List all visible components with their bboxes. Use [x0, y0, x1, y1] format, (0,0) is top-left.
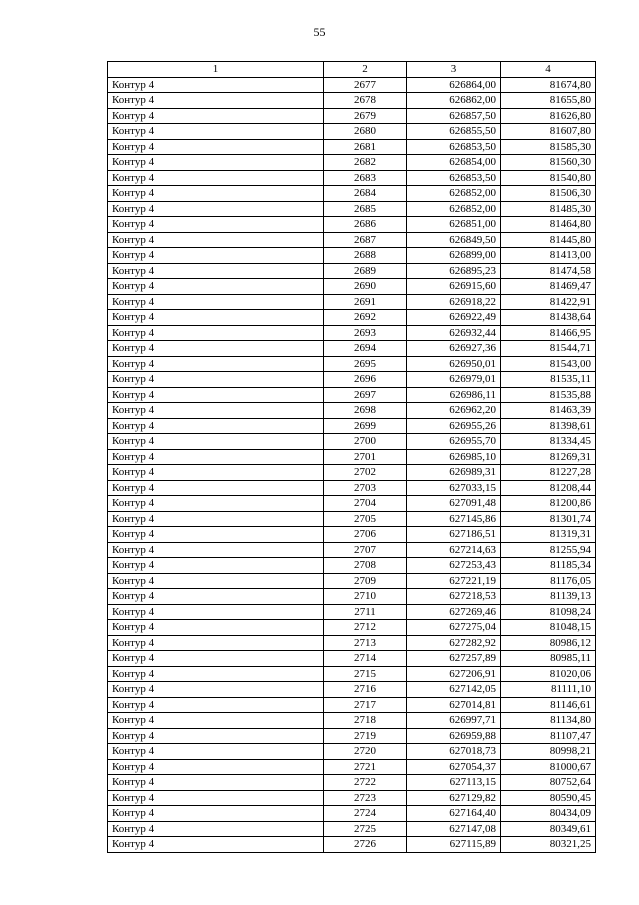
table-row: [108, 821, 596, 837]
contour-name-cell: Контур 4: [108, 682, 324, 698]
page-number: 55: [313, 25, 326, 39]
point-number-cell: 2695: [324, 356, 407, 372]
x-coordinate-cell: 626979,01: [407, 372, 501, 388]
table-row: [108, 682, 596, 698]
table-row: [108, 124, 596, 140]
x-coordinate-cell: 627282,92: [407, 635, 501, 651]
table-row: [108, 728, 596, 744]
y-coordinate-cell: 81413,00: [501, 248, 596, 264]
contour-name-cell: Контур 4: [108, 775, 324, 791]
y-coordinate-cell: 81319,31: [501, 527, 596, 543]
y-coordinate-cell: 81098,24: [501, 604, 596, 620]
point-number-cell: 2715: [324, 666, 407, 682]
point-number-cell: 2681: [324, 139, 407, 155]
point-number-cell: 2682: [324, 155, 407, 171]
y-coordinate-cell: 81544,71: [501, 341, 596, 357]
table-row: [108, 108, 596, 124]
x-coordinate-cell: 626932,44: [407, 325, 501, 341]
x-coordinate-cell: 626864,00: [407, 77, 501, 93]
table-row: [108, 713, 596, 729]
point-number-cell: 2721: [324, 759, 407, 775]
point-number-cell: 2706: [324, 527, 407, 543]
x-coordinate-cell: 627214,63: [407, 542, 501, 558]
x-coordinate-cell: 627186,51: [407, 527, 501, 543]
y-coordinate-cell: 81422,91: [501, 294, 596, 310]
column-header-3: 3: [407, 62, 501, 78]
y-coordinate-cell: 81485,30: [501, 201, 596, 217]
table-row: [108, 356, 596, 372]
contour-name-cell: Контур 4: [108, 139, 324, 155]
contour-name-cell: Контур 4: [108, 387, 324, 403]
point-number-cell: 2677: [324, 77, 407, 93]
contour-name-cell: Контур 4: [108, 372, 324, 388]
contour-name-cell: Контур 4: [108, 744, 324, 760]
point-number-cell: 2697: [324, 387, 407, 403]
table-row: [108, 837, 596, 853]
contour-name-cell: Контур 4: [108, 651, 324, 667]
point-number-cell: 2691: [324, 294, 407, 310]
y-coordinate-cell: 81139,13: [501, 589, 596, 605]
contour-name-cell: Контур 4: [108, 759, 324, 775]
x-coordinate-cell: 626918,22: [407, 294, 501, 310]
y-coordinate-cell: 81607,80: [501, 124, 596, 140]
contour-name-cell: Контур 4: [108, 186, 324, 202]
y-coordinate-cell: 80998,21: [501, 744, 596, 760]
x-coordinate-cell: 626854,00: [407, 155, 501, 171]
y-coordinate-cell: 81146,61: [501, 697, 596, 713]
point-number-cell: 2702: [324, 465, 407, 481]
table-row: [108, 418, 596, 434]
point-number-cell: 2696: [324, 372, 407, 388]
contour-name-cell: Контур 4: [108, 418, 324, 434]
contour-name-cell: Контур 4: [108, 449, 324, 465]
x-coordinate-cell: 626927,36: [407, 341, 501, 357]
table-row: [108, 279, 596, 295]
x-coordinate-cell: 627257,89: [407, 651, 501, 667]
point-number-cell: 2684: [324, 186, 407, 202]
x-coordinate-cell: 627269,46: [407, 604, 501, 620]
y-coordinate-cell: 81540,80: [501, 170, 596, 186]
x-coordinate-cell: 626852,00: [407, 186, 501, 202]
x-coordinate-cell: 627218,53: [407, 589, 501, 605]
contour-name-cell: Контур 4: [108, 837, 324, 853]
y-coordinate-cell: 80321,25: [501, 837, 596, 853]
y-coordinate-cell: 81000,67: [501, 759, 596, 775]
x-coordinate-cell: 626851,00: [407, 217, 501, 233]
y-coordinate-cell: 81535,11: [501, 372, 596, 388]
contour-name-cell: Контур 4: [108, 728, 324, 744]
x-coordinate-cell: 626862,00: [407, 93, 501, 109]
table-row: [108, 666, 596, 682]
table-row: [108, 496, 596, 512]
table-body: [108, 77, 596, 852]
point-number-cell: 2705: [324, 511, 407, 527]
point-number-cell: 2725: [324, 821, 407, 837]
contour-name-cell: Контур 4: [108, 697, 324, 713]
table-row: [108, 759, 596, 775]
x-coordinate-cell: 626989,31: [407, 465, 501, 481]
x-coordinate-cell: 626853,50: [407, 170, 501, 186]
x-coordinate-cell: 627147,08: [407, 821, 501, 837]
contour-name-cell: Контур 4: [108, 604, 324, 620]
contour-name-cell: Контур 4: [108, 666, 324, 682]
table-row: [108, 201, 596, 217]
x-coordinate-cell: 627206,91: [407, 666, 501, 682]
x-coordinate-cell: 627113,15: [407, 775, 501, 791]
x-coordinate-cell: 626899,00: [407, 248, 501, 264]
point-number-cell: 2720: [324, 744, 407, 760]
y-coordinate-cell: 80434,09: [501, 806, 596, 822]
x-coordinate-cell: 626959,88: [407, 728, 501, 744]
point-number-cell: 2683: [324, 170, 407, 186]
contour-name-cell: Контур 4: [108, 790, 324, 806]
x-coordinate-cell: 627145,86: [407, 511, 501, 527]
point-number-cell: 2718: [324, 713, 407, 729]
contour-name-cell: Контур 4: [108, 527, 324, 543]
point-number-cell: 2685: [324, 201, 407, 217]
contour-name-cell: Контур 4: [108, 93, 324, 109]
y-coordinate-cell: 81185,34: [501, 558, 596, 574]
contour-name-cell: Контур 4: [108, 170, 324, 186]
contour-name-cell: Контур 4: [108, 201, 324, 217]
y-coordinate-cell: 80752,64: [501, 775, 596, 791]
point-number-cell: 2714: [324, 651, 407, 667]
y-coordinate-cell: 81585,30: [501, 139, 596, 155]
contour-name-cell: Контур 4: [108, 124, 324, 140]
contour-name-cell: Контур 4: [108, 263, 324, 279]
y-coordinate-cell: 81469,47: [501, 279, 596, 295]
contour-name-cell: Контур 4: [108, 480, 324, 496]
x-coordinate-cell: 627091,48: [407, 496, 501, 512]
table-row: [108, 310, 596, 326]
contour-name-cell: Контур 4: [108, 821, 324, 837]
contour-name-cell: Контур 4: [108, 713, 324, 729]
contour-name-cell: Контур 4: [108, 77, 324, 93]
column-header-1: 1: [108, 62, 324, 78]
table-row: [108, 806, 596, 822]
table-row: [108, 263, 596, 279]
table-row: [108, 77, 596, 93]
y-coordinate-cell: 81269,31: [501, 449, 596, 465]
y-coordinate-cell: 81301,74: [501, 511, 596, 527]
table-row: [108, 744, 596, 760]
y-coordinate-cell: 81655,80: [501, 93, 596, 109]
contour-name-cell: Контур 4: [108, 248, 324, 264]
point-number-cell: 2698: [324, 403, 407, 419]
y-coordinate-cell: 81134,80: [501, 713, 596, 729]
contour-name-cell: Контур 4: [108, 542, 324, 558]
point-number-cell: 2707: [324, 542, 407, 558]
contour-name-cell: Контур 4: [108, 232, 324, 248]
point-number-cell: 2689: [324, 263, 407, 279]
table-row: [108, 155, 596, 171]
x-coordinate-cell: 626852,00: [407, 201, 501, 217]
contour-name-cell: Контур 4: [108, 294, 324, 310]
table-row: [108, 372, 596, 388]
table-row: [108, 558, 596, 574]
point-number-cell: 2680: [324, 124, 407, 140]
x-coordinate-cell: 626986,11: [407, 387, 501, 403]
contour-name-cell: Контур 4: [108, 325, 324, 341]
table-row: [108, 620, 596, 636]
x-coordinate-cell: 626955,70: [407, 434, 501, 450]
table-row: [108, 604, 596, 620]
contour-name-cell: Контур 4: [108, 217, 324, 233]
point-number-cell: 2713: [324, 635, 407, 651]
contour-name-cell: Контур 4: [108, 589, 324, 605]
y-coordinate-cell: 81111,10: [501, 682, 596, 698]
table-row: [108, 294, 596, 310]
contour-name-cell: Контур 4: [108, 356, 324, 372]
y-coordinate-cell: 81255,94: [501, 542, 596, 558]
table-row: [108, 790, 596, 806]
table-row: [108, 542, 596, 558]
y-coordinate-cell: 81626,80: [501, 108, 596, 124]
point-number-cell: 2716: [324, 682, 407, 698]
point-number-cell: 2692: [324, 310, 407, 326]
table-row: [108, 697, 596, 713]
point-number-cell: 2693: [324, 325, 407, 341]
point-number-cell: 2724: [324, 806, 407, 822]
table-row: [108, 775, 596, 791]
x-coordinate-cell: 627115,89: [407, 837, 501, 853]
x-coordinate-cell: 627275,04: [407, 620, 501, 636]
point-number-cell: 2700: [324, 434, 407, 450]
x-coordinate-cell: 626849,50: [407, 232, 501, 248]
y-coordinate-cell: 81445,80: [501, 232, 596, 248]
table-row: [108, 325, 596, 341]
x-coordinate-cell: 626915,60: [407, 279, 501, 295]
y-coordinate-cell: 81438,64: [501, 310, 596, 326]
contour-name-cell: Контур 4: [108, 403, 324, 419]
x-coordinate-cell: 627129,82: [407, 790, 501, 806]
y-coordinate-cell: 81464,80: [501, 217, 596, 233]
y-coordinate-cell: 81560,30: [501, 155, 596, 171]
y-coordinate-cell: 80986,12: [501, 635, 596, 651]
x-coordinate-cell: 627054,37: [407, 759, 501, 775]
y-coordinate-cell: 81176,05: [501, 573, 596, 589]
contour-name-cell: Контур 4: [108, 341, 324, 357]
coordinates-table: [107, 61, 596, 853]
x-coordinate-cell: 626853,50: [407, 139, 501, 155]
point-number-cell: 2711: [324, 604, 407, 620]
x-coordinate-cell: 627018,73: [407, 744, 501, 760]
point-number-cell: 2717: [324, 697, 407, 713]
contour-name-cell: Контур 4: [108, 155, 324, 171]
table-row: [108, 465, 596, 481]
y-coordinate-cell: 81334,45: [501, 434, 596, 450]
table-row: [108, 170, 596, 186]
table-row: [108, 248, 596, 264]
point-number-cell: 2708: [324, 558, 407, 574]
x-coordinate-cell: 627142,05: [407, 682, 501, 698]
point-number-cell: 2678: [324, 93, 407, 109]
contour-name-cell: Контур 4: [108, 279, 324, 295]
table-row: [108, 511, 596, 527]
x-coordinate-cell: 626997,71: [407, 713, 501, 729]
point-number-cell: 2723: [324, 790, 407, 806]
x-coordinate-cell: 626962,20: [407, 403, 501, 419]
point-number-cell: 2686: [324, 217, 407, 233]
x-coordinate-cell: 626950,01: [407, 356, 501, 372]
contour-name-cell: Контур 4: [108, 558, 324, 574]
point-number-cell: 2710: [324, 589, 407, 605]
y-coordinate-cell: 80985,11: [501, 651, 596, 667]
y-coordinate-cell: 81048,15: [501, 620, 596, 636]
y-coordinate-cell: 81474,58: [501, 263, 596, 279]
table-row: [108, 573, 596, 589]
y-coordinate-cell: 80590,45: [501, 790, 596, 806]
y-coordinate-cell: 81208,44: [501, 480, 596, 496]
y-coordinate-cell: 81463,39: [501, 403, 596, 419]
table-row: [108, 403, 596, 419]
table-header-row: [108, 62, 596, 78]
y-coordinate-cell: 81107,47: [501, 728, 596, 744]
table-row: [108, 186, 596, 202]
contour-name-cell: Контур 4: [108, 635, 324, 651]
point-number-cell: 2722: [324, 775, 407, 791]
table-row: [108, 139, 596, 155]
point-number-cell: 2679: [324, 108, 407, 124]
point-number-cell: 2719: [324, 728, 407, 744]
point-number-cell: 2690: [324, 279, 407, 295]
contour-name-cell: Контур 4: [108, 310, 324, 326]
y-coordinate-cell: 81020,06: [501, 666, 596, 682]
point-number-cell: 2699: [324, 418, 407, 434]
table-row: [108, 589, 596, 605]
table-row: [108, 635, 596, 651]
x-coordinate-cell: 627033,15: [407, 480, 501, 496]
table-row: [108, 480, 596, 496]
point-number-cell: 2712: [324, 620, 407, 636]
y-coordinate-cell: 81398,61: [501, 418, 596, 434]
y-coordinate-cell: 81227,28: [501, 465, 596, 481]
table-row: [108, 341, 596, 357]
point-number-cell: 2687: [324, 232, 407, 248]
x-coordinate-cell: 627014,81: [407, 697, 501, 713]
table-row: [108, 93, 596, 109]
contour-name-cell: Контур 4: [108, 620, 324, 636]
x-coordinate-cell: 626922,49: [407, 310, 501, 326]
table-row: [108, 387, 596, 403]
y-coordinate-cell: 81200,86: [501, 496, 596, 512]
y-coordinate-cell: 80349,61: [501, 821, 596, 837]
table-row: [108, 651, 596, 667]
x-coordinate-cell: 626985,10: [407, 449, 501, 465]
contour-name-cell: Контур 4: [108, 108, 324, 124]
y-coordinate-cell: 81674,80: [501, 77, 596, 93]
y-coordinate-cell: 81506,30: [501, 186, 596, 202]
point-number-cell: 2704: [324, 496, 407, 512]
x-coordinate-cell: 627164,40: [407, 806, 501, 822]
point-number-cell: 2694: [324, 341, 407, 357]
y-coordinate-cell: 81535,88: [501, 387, 596, 403]
x-coordinate-cell: 627253,43: [407, 558, 501, 574]
x-coordinate-cell: 627221,19: [407, 573, 501, 589]
y-coordinate-cell: 81543,00: [501, 356, 596, 372]
x-coordinate-cell: 626955,26: [407, 418, 501, 434]
contour-name-cell: Контур 4: [108, 496, 324, 512]
contour-name-cell: Контур 4: [108, 465, 324, 481]
point-number-cell: 2726: [324, 837, 407, 853]
y-coordinate-cell: 81466,95: [501, 325, 596, 341]
table-row: [108, 449, 596, 465]
table-row: [108, 527, 596, 543]
column-header-4: 4: [501, 62, 596, 78]
contour-name-cell: Контур 4: [108, 806, 324, 822]
column-header-2: 2: [324, 62, 407, 78]
x-coordinate-cell: 626857,50: [407, 108, 501, 124]
contour-name-cell: Контур 4: [108, 434, 324, 450]
x-coordinate-cell: 626895,23: [407, 263, 501, 279]
point-number-cell: 2701: [324, 449, 407, 465]
x-coordinate-cell: 626855,50: [407, 124, 501, 140]
table-row: [108, 232, 596, 248]
point-number-cell: 2709: [324, 573, 407, 589]
contour-name-cell: Контур 4: [108, 573, 324, 589]
table-row: [108, 217, 596, 233]
table-row: [108, 434, 596, 450]
point-number-cell: 2688: [324, 248, 407, 264]
contour-name-cell: Контур 4: [108, 511, 324, 527]
point-number-cell: 2703: [324, 480, 407, 496]
